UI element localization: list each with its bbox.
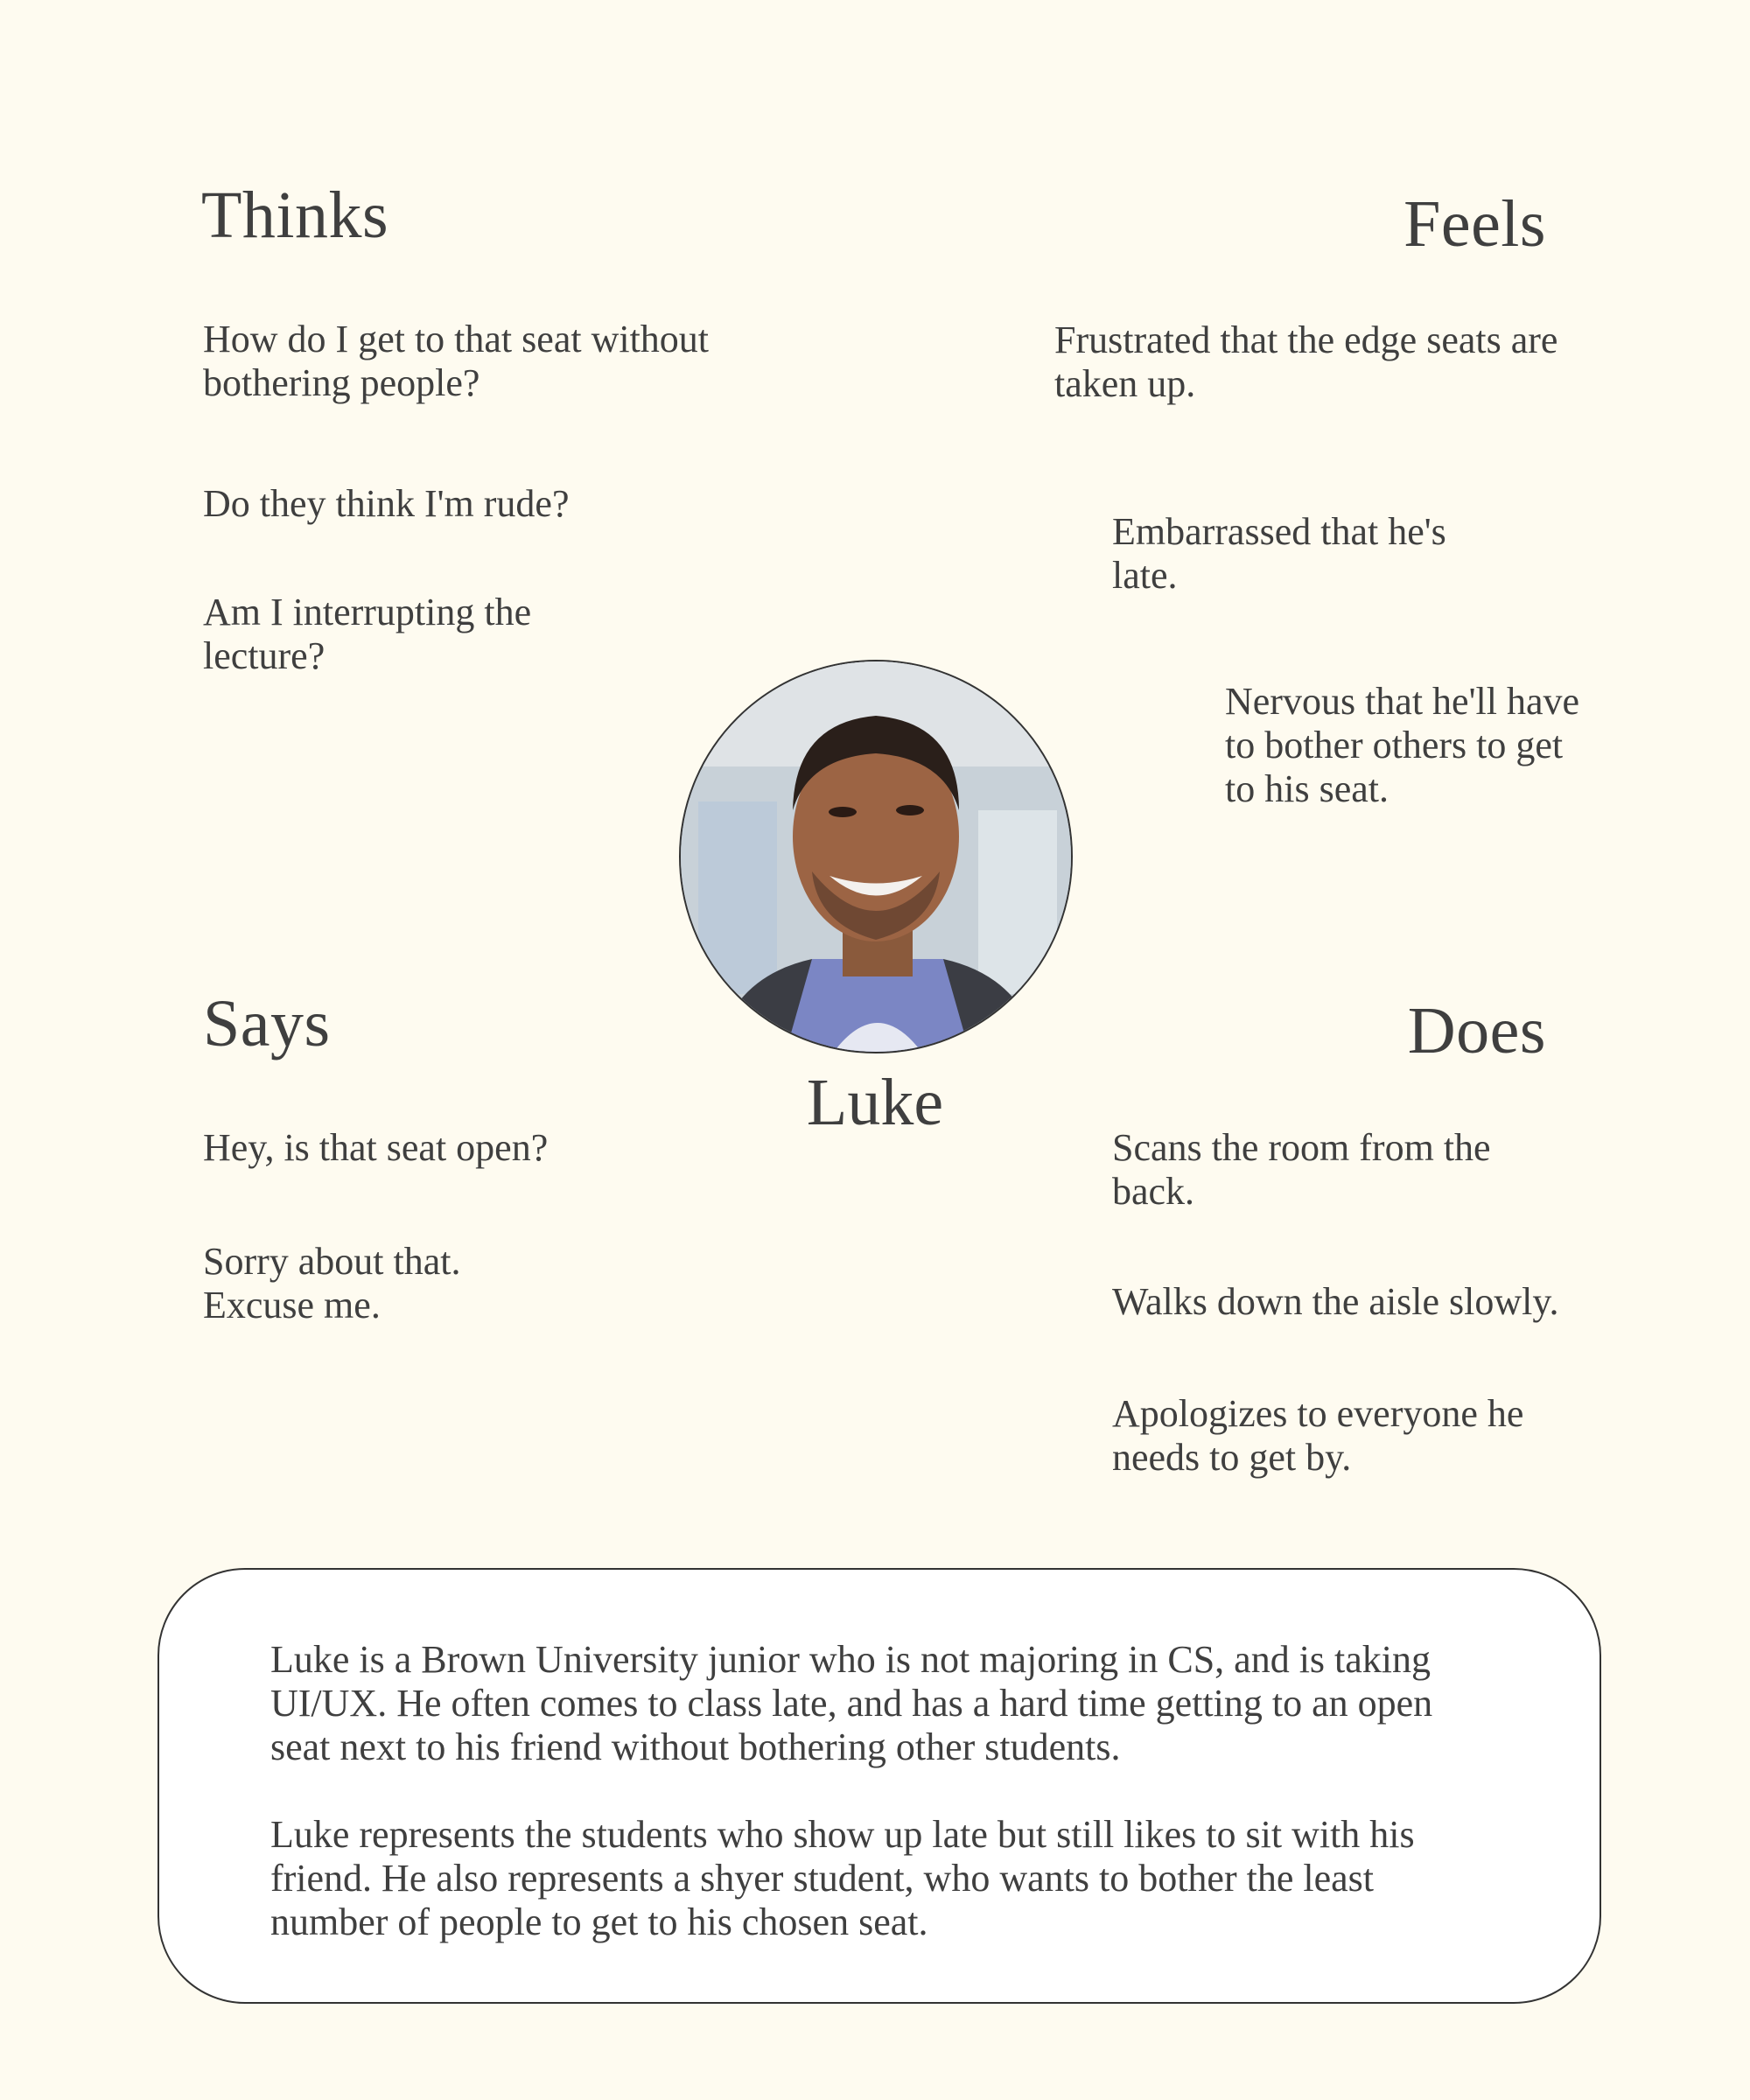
- says-heading: Says: [203, 987, 331, 1060]
- does-heading: Does: [1407, 994, 1546, 1068]
- thinks-item: Do they think I'm rude?: [203, 482, 570, 525]
- does-item: Scans the room from the back.: [1112, 1126, 1491, 1213]
- persona-summary-box: [158, 1568, 1601, 2004]
- summary-paragraph: Luke represents the students who show up late but still likes to sit with his friend. He also represents a shyer student, who wants to bother the least number of people to get to his chosen seat.: [270, 1813, 1415, 1943]
- feels-heading: Feels: [1404, 187, 1546, 261]
- feels-item: Frustrated that the edge seats are taken up.: [1054, 318, 1558, 405]
- thinks-item: Am I interrupting the lecture?: [203, 591, 532, 677]
- does-item: Apologizes to everyone he needs to get by.: [1112, 1392, 1524, 1479]
- person-portrait-icon: [681, 662, 1071, 1052]
- feels-item: Nervous that he'll have to bother others to get to his seat.: [1225, 680, 1580, 810]
- persona-photo: [679, 660, 1073, 1054]
- summary-paragraph: Luke is a Brown University junior who is not majoring in CS, and is taking UI/UX. He often comes to class late, and has a hard time getting to an open seat next to his friend without bothering other students.: [270, 1638, 1433, 1768]
- does-item: Walks down the aisle slowly.: [1112, 1280, 1559, 1323]
- persona-name: Luke: [806, 1066, 944, 1139]
- thinks-item: How do I get to that seat without bothering people?: [203, 318, 710, 404]
- thinks-heading: Thinks: [201, 178, 389, 252]
- feels-item: Embarrassed that he's late.: [1112, 510, 1446, 597]
- says-item: Sorry about that. Excuse me.: [203, 1240, 461, 1326]
- says-item: Hey, is that seat open?: [203, 1126, 549, 1169]
